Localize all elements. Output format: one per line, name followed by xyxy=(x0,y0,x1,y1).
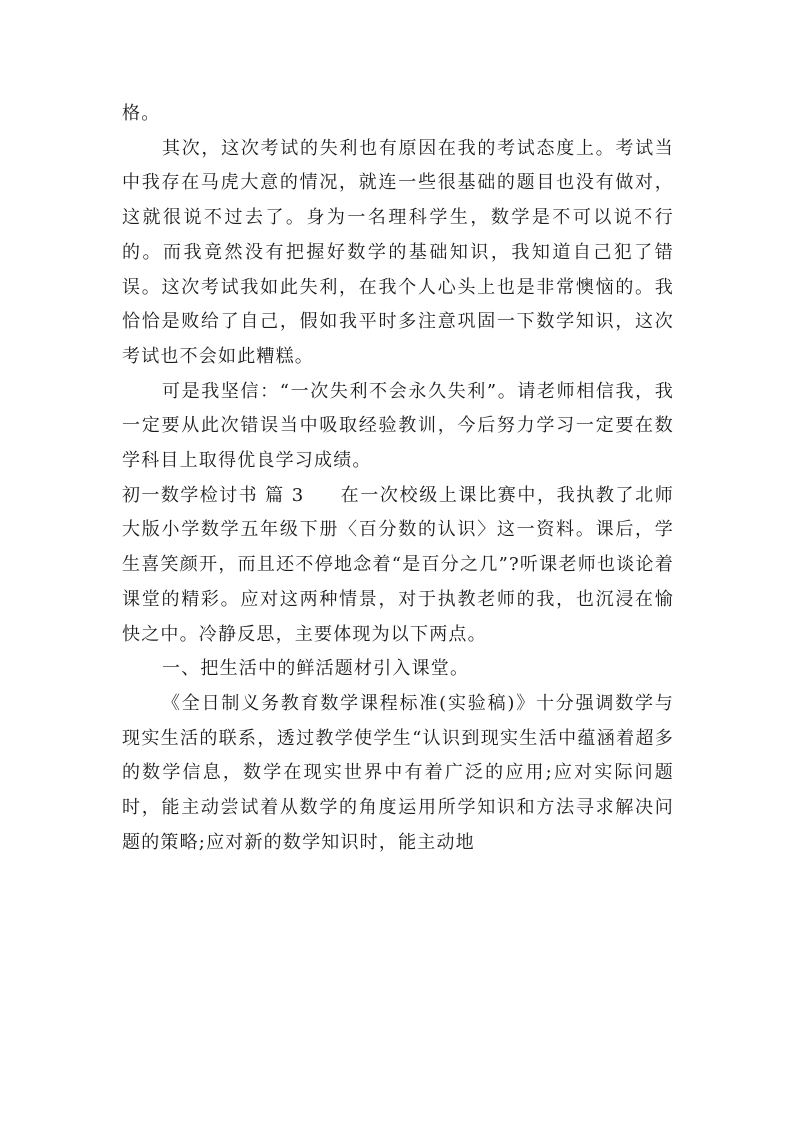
document-page xyxy=(122,97,674,860)
paragraph-curriculum: 《全日制义务教育数学课程标准(实验稿)》十分强调数学与现实生活的联系，透过教学使学生“认识到现实生活中蕴涵着超多的数学信息，数学在现实世界中有着广泛的应用;应对实际问题时，能主动尝试着从数学的角度运用所学知识和方法寻求解决问题的策略;应对新的数学知识时，能主动地 xyxy=(122,692,674,853)
paragraph-point-one: 一、把生活中的鲜活题材引入课堂。 xyxy=(162,658,470,680)
paragraph-continuation: 格。 xyxy=(122,103,161,124)
section-paragraph xyxy=(122,479,674,653)
section-title: 初一数学检讨书 篇 3 xyxy=(122,484,305,506)
paragraph-belief: 可是我坚信：“一次失利不会永久失利”。请老师相信我，我一定要从此次错误当中吸取经验教训，今后努力学习一定要在数学科目上取得优良学习成绩。 xyxy=(122,380,674,472)
section-text: 在一次校级上课比赛中，我执教了北师大版小学数学五年级下册〈百分数的认识〉这一资料。课后，学生喜笑颜开，而且还不停地念着“是百分之几”?听课老师也谈论着课堂的精彩。应对这两种情景，对于执教老师的我，也沉浸在愉快之中。冷静反思，主要体现为以下两点。 xyxy=(122,484,674,645)
paragraph-exam-attitude: 其次，这次考试的失利也有原因在我的考试态度上。考试当中我存在马虎大意的情况，就连一些很基础的题目也没有做对，这就很说不过去了。身为一名理科学生，数学是不可以说不行的。而我竟然没有把握好数学的基础知识，我知道自己犯了错误。这次考试我如此失利，在我个人心头上也是非常懊恼的。我恰恰是败给了自己，假如我平时多注意巩固一下数学知识，这次考试也不会如此糟糕。 xyxy=(122,137,674,367)
